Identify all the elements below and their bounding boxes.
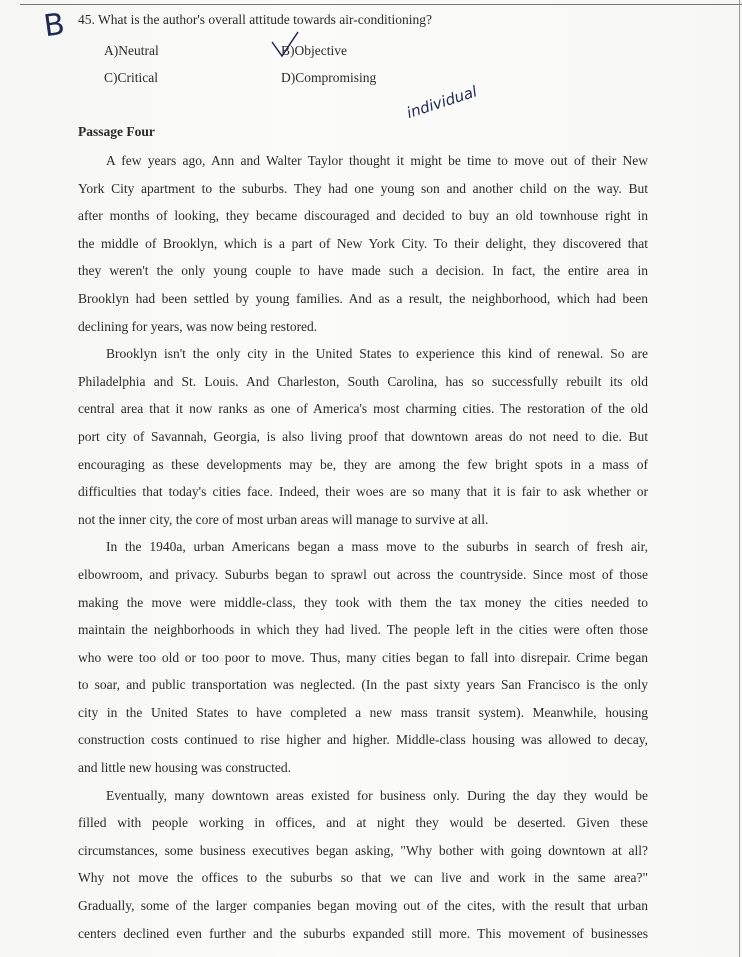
handwritten-note: individual xyxy=(404,82,480,122)
option-b: B)Objective xyxy=(281,43,347,58)
text-line: Brooklyn had been settled by young families. And as a result, the neighborhood, which had been xyxy=(78,290,648,306)
text-line: Gradually, some of the larger companies began moving out of the cites, with the result that urban xyxy=(78,898,648,914)
text-line: filled with people working in offices, and at night they would be deserted. Given these xyxy=(78,815,648,831)
page-border-top xyxy=(20,4,742,5)
paragraph xyxy=(78,782,648,948)
text-line: who were too old or too poor to move. Thus, many cities began to fall into disrepair. Crime began xyxy=(78,649,648,665)
passage-body xyxy=(78,147,648,947)
text-line: they weren't the only young couple to have made such a decision. In fact, the entire area in xyxy=(78,263,648,279)
text-line: to soar, and public transportation was neglected. (In the past sixty years San Francisco is the only xyxy=(78,677,648,693)
text-line: central area that it now ranks as one of America's most charming cities. The restoration of the old xyxy=(78,401,648,417)
text-line: not the inner city, the core of most urban areas will manage to survive at all. xyxy=(78,511,489,527)
text-line: Eventually, many downtown areas existed for business only. During the day they would be xyxy=(106,787,648,803)
paragraph xyxy=(78,147,648,340)
option-c: C)Critical xyxy=(104,70,158,85)
handwritten-answer: B xyxy=(41,6,67,45)
passage-title: Passage Four xyxy=(78,124,155,139)
text-line: city in the United States to have completed a new mass transit system). Meanwhile, housing xyxy=(78,704,648,720)
text-line: making the move were middle-class, they took with them the tax money the cities needed to xyxy=(78,594,648,610)
text-line: A few years ago, Ann and Walter Taylor thought it might be time to move out of their New xyxy=(106,153,648,168)
text-line: Philadelphia and St. Louis. And Charleston, South Carolina, has so successfully rebuilt its old xyxy=(78,373,648,389)
text-line: construction costs continued to rise higher and higher. Middle-class housing was allowed to decay, xyxy=(78,732,648,748)
option-d: D)Compromising xyxy=(281,70,377,85)
checkmark-icon xyxy=(268,30,308,70)
text-line: after months of looking, they became discouraged and decided to buy an old townhouse right in xyxy=(78,208,648,224)
text-line: and little new housing was constructed. xyxy=(78,760,291,776)
text-line: Brooklyn isn't the only city in the United States to experience this kind of renewal. So are xyxy=(106,346,648,362)
text-line: elbowroom, and privacy. Suburbs began to sprawl out across the countryside. Since most of those xyxy=(78,566,648,582)
text-line: circumstances, some business executives began asking, "Why bother with going downtown at all? xyxy=(78,842,648,858)
paragraph xyxy=(78,340,648,533)
paragraph xyxy=(78,533,648,781)
text-line: York City apartment to the suburbs. They had one young son and another child on the way. But xyxy=(78,180,648,196)
text-line: centers declined even further and the suburbs expanded still more. This movement of businesses xyxy=(78,925,648,941)
option-a: A)Neutral xyxy=(104,43,159,58)
text-line: In the 1940a, urban Americans began a mass move to the suburbs in search of fresh air, xyxy=(106,539,648,555)
text-line: the middle of Brooklyn, which is a part of New York City. To their delight, they discovered that xyxy=(78,235,648,251)
question-text: 45. What is the author's overall attitude towards air-conditioning? xyxy=(78,12,432,27)
page-border-right xyxy=(739,0,740,957)
text-line: declining for years, was now being restored. xyxy=(78,318,318,334)
text-line: maintain the neighborhoods in which they had lived. The people left in the cities were often those xyxy=(78,622,648,638)
text-line: port city of Savannah, Georgia, is also living proof that downtown areas do not need to die. But xyxy=(78,428,648,444)
text-line: Why not move the offices to the suburbs so that we can live and work in the same area?" xyxy=(78,870,648,886)
text-line: encouraging as these developments may be, they are among the few bright spots in a mass of xyxy=(78,456,648,472)
text-line: difficulties that today's cities face. Indeed, their woes are so many that it is fair to ask whether or xyxy=(78,484,648,500)
